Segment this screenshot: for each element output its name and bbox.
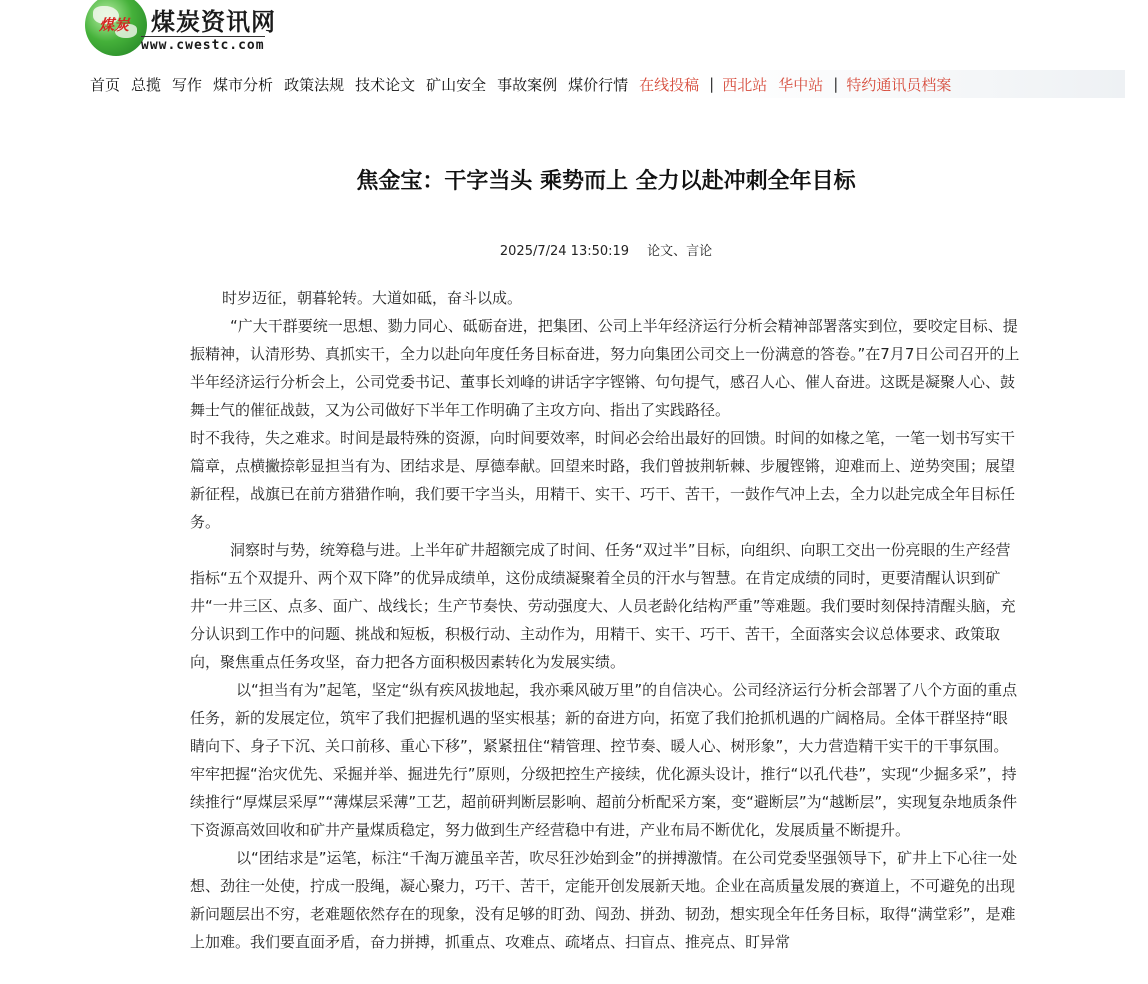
site-header (85, 0, 325, 66)
article-paragraph: 时不我待，失之难求。时间是最特殊的资源，向时间要效率，时间必会给出最好的回馈。时间的如椽之笔，一笔一划书写实干篇章，点横撇捺彰显担当有为、团结求是、厚德奉献。回望来时路，我们曾披荆斩棘、步履铿锵，迎难而上、逆势突围；展望新征程，战旗已在前方猎猎作响，我们要干字当头，用精干、实干、巧干、苦干，一鼓作气冲上去，全力以赴完成全年目标任务。 (190, 429, 1016, 531)
article-paragraph: 以“团结求是”运笔，标注“千淘万漉虽辛苦，吹尽狂沙始到金”的拼搏激情。在公司党委坚强领导下，矿井上下心往一处想、劲往一处使，拧成一股绳，凝心聚力，巧干、苦干，定能开创发展新天地。企业在高质量发展的赛道上，不可避免的出现新问题层出不穷，老难题依然存在的现象，没有足够的盯劲、闯劲、拼劲、韧劲，想实现全年任务目标，取得“满堂彩”，是难上加难。我们要直面矛盾，奋力拼搏，抓重点、攻难点、疏堵点、扫盲点、推亮点、盯异常 (190, 849, 1018, 951)
article-paragraph: 洞察时与势，统筹稳与进。上半年矿井超额完成了时间、任务“双过半”目标，向组织、向职工交出一份亮眼的生产经营指标“五个双提升、两个双下降”的优异成绩单，这份成绩凝聚着全员的汗水与智慧。在肯定成绩的同时，更要清醒认识到矿井“一井三区、点多、面广、战线长；生产节奏快、劳动强度大、人员老龄化结构严重”等难题。我们要时刻保持清醒头脑，充分认识到工作中的问题、挑战和短板，积极行动、主动作为，用精干、实干、巧干、苦干，全面落实会议总体要求、政策取向，聚焦重点任务攻坚，奋力把各方面积极因素转化为发展实绩。 (190, 541, 1016, 671)
nav-item-coal-prices[interactable]: 煤价行情 (568, 75, 629, 94)
globe-logo-icon[interactable] (85, 0, 147, 56)
nav-item-writing[interactable]: 写作 (172, 75, 203, 94)
nav-item-central-station[interactable]: 华中站 (778, 75, 824, 94)
nav-item-submit-online[interactable]: 在线投稿 (639, 75, 700, 94)
article-meta (0, 240, 1148, 259)
nav-item-accident-cases[interactable]: 事故案例 (497, 75, 558, 94)
article-paragraph: 时岁迈征，朝暮轮转。大道如砥，奋斗以成。 (222, 289, 523, 307)
site-url[interactable]: www.cwestc.com (141, 38, 265, 53)
article-paragraph: “广大干群要统一思想、勠力同心、砥砺奋进，把集团、公司上半年经济运行分析会精神部署落实到位，要咬定目标、提振精神，认清形势、真抓实干，全力以赴向年度任务目标奋进，努力向集团公司交上一份满意的答卷。”在7月7日公司召开的上半年经济运行分析会上，公司党委书记、董事长刘峰的讲话字字铿锵、句句提气，感召人心、催人奋进。这既是凝聚人心、鼓舞士气的催征战鼓，又为公司做好下半年工作明确了主攻方向、指出了实践路径。 (190, 317, 1020, 419)
nav-item-tech-papers[interactable]: 技术论文 (355, 75, 416, 94)
nav-item-northwest-station[interactable]: 西北站 (722, 75, 768, 94)
nav-item-market-analysis[interactable]: 煤市分析 (213, 75, 274, 94)
logo-mark-text: 煤炭 (99, 16, 130, 34)
nav-item-mine-safety[interactable]: 矿山安全 (426, 75, 487, 94)
article-paragraph: 以“担当有为”起笔，坚定“纵有疾风拔地起，我亦乘风破万里”的自信决心。公司经济运行分析会部署了八个方面的重点任务，新的发展定位，筑牢了我们把握机遇的坚实根基；新的奋进方向，拓宽了我们抢抓机遇的广阔格局。全体干群坚持“眼睛向下、身子下沉、关口前移、重心下移”，紧紧扭住“精管理、控节奏、暖人心、树形象”，大力营造精干实干的干事氛围。牢牢把握“治灾优先、采掘并举、掘进先行”原则，分级把控生产接续，优化源头设计，推行“以孔代巷”，实现“少掘多采”，持续推行“厚煤层采厚”“薄煤层采薄”工艺，超前研判断层影响、超前分析配采方案，变“避断层”为“越断层”，实现复杂地质条件下资源高效回收和矿井产量煤质稳定，努力做到生产经营稳中有进，产业布局不断优化，发展质量不断提升。 (190, 681, 1018, 839)
article-body (190, 284, 1020, 956)
site-name[interactable]: 煤炭资讯网 (151, 8, 276, 36)
nav-separator: | (833, 75, 839, 93)
main-nav (85, 70, 1125, 98)
nav-item-correspondent-archive[interactable]: 特约通讯员档案 (846, 75, 952, 94)
nav-item-home[interactable]: 首页 (90, 75, 121, 94)
article-category: 论文、言论 (647, 244, 713, 259)
article-title: 焦金宝：干字当头 乘势而上 全力以赴冲刺全年目标 (356, 169, 856, 194)
nav-item-overview[interactable]: 总揽 (131, 75, 162, 94)
nav-item-policy[interactable]: 政策法规 (284, 75, 345, 94)
article-date: 2025/7/24 13:50:19 (499, 244, 630, 259)
nav-separator: | (709, 75, 715, 93)
